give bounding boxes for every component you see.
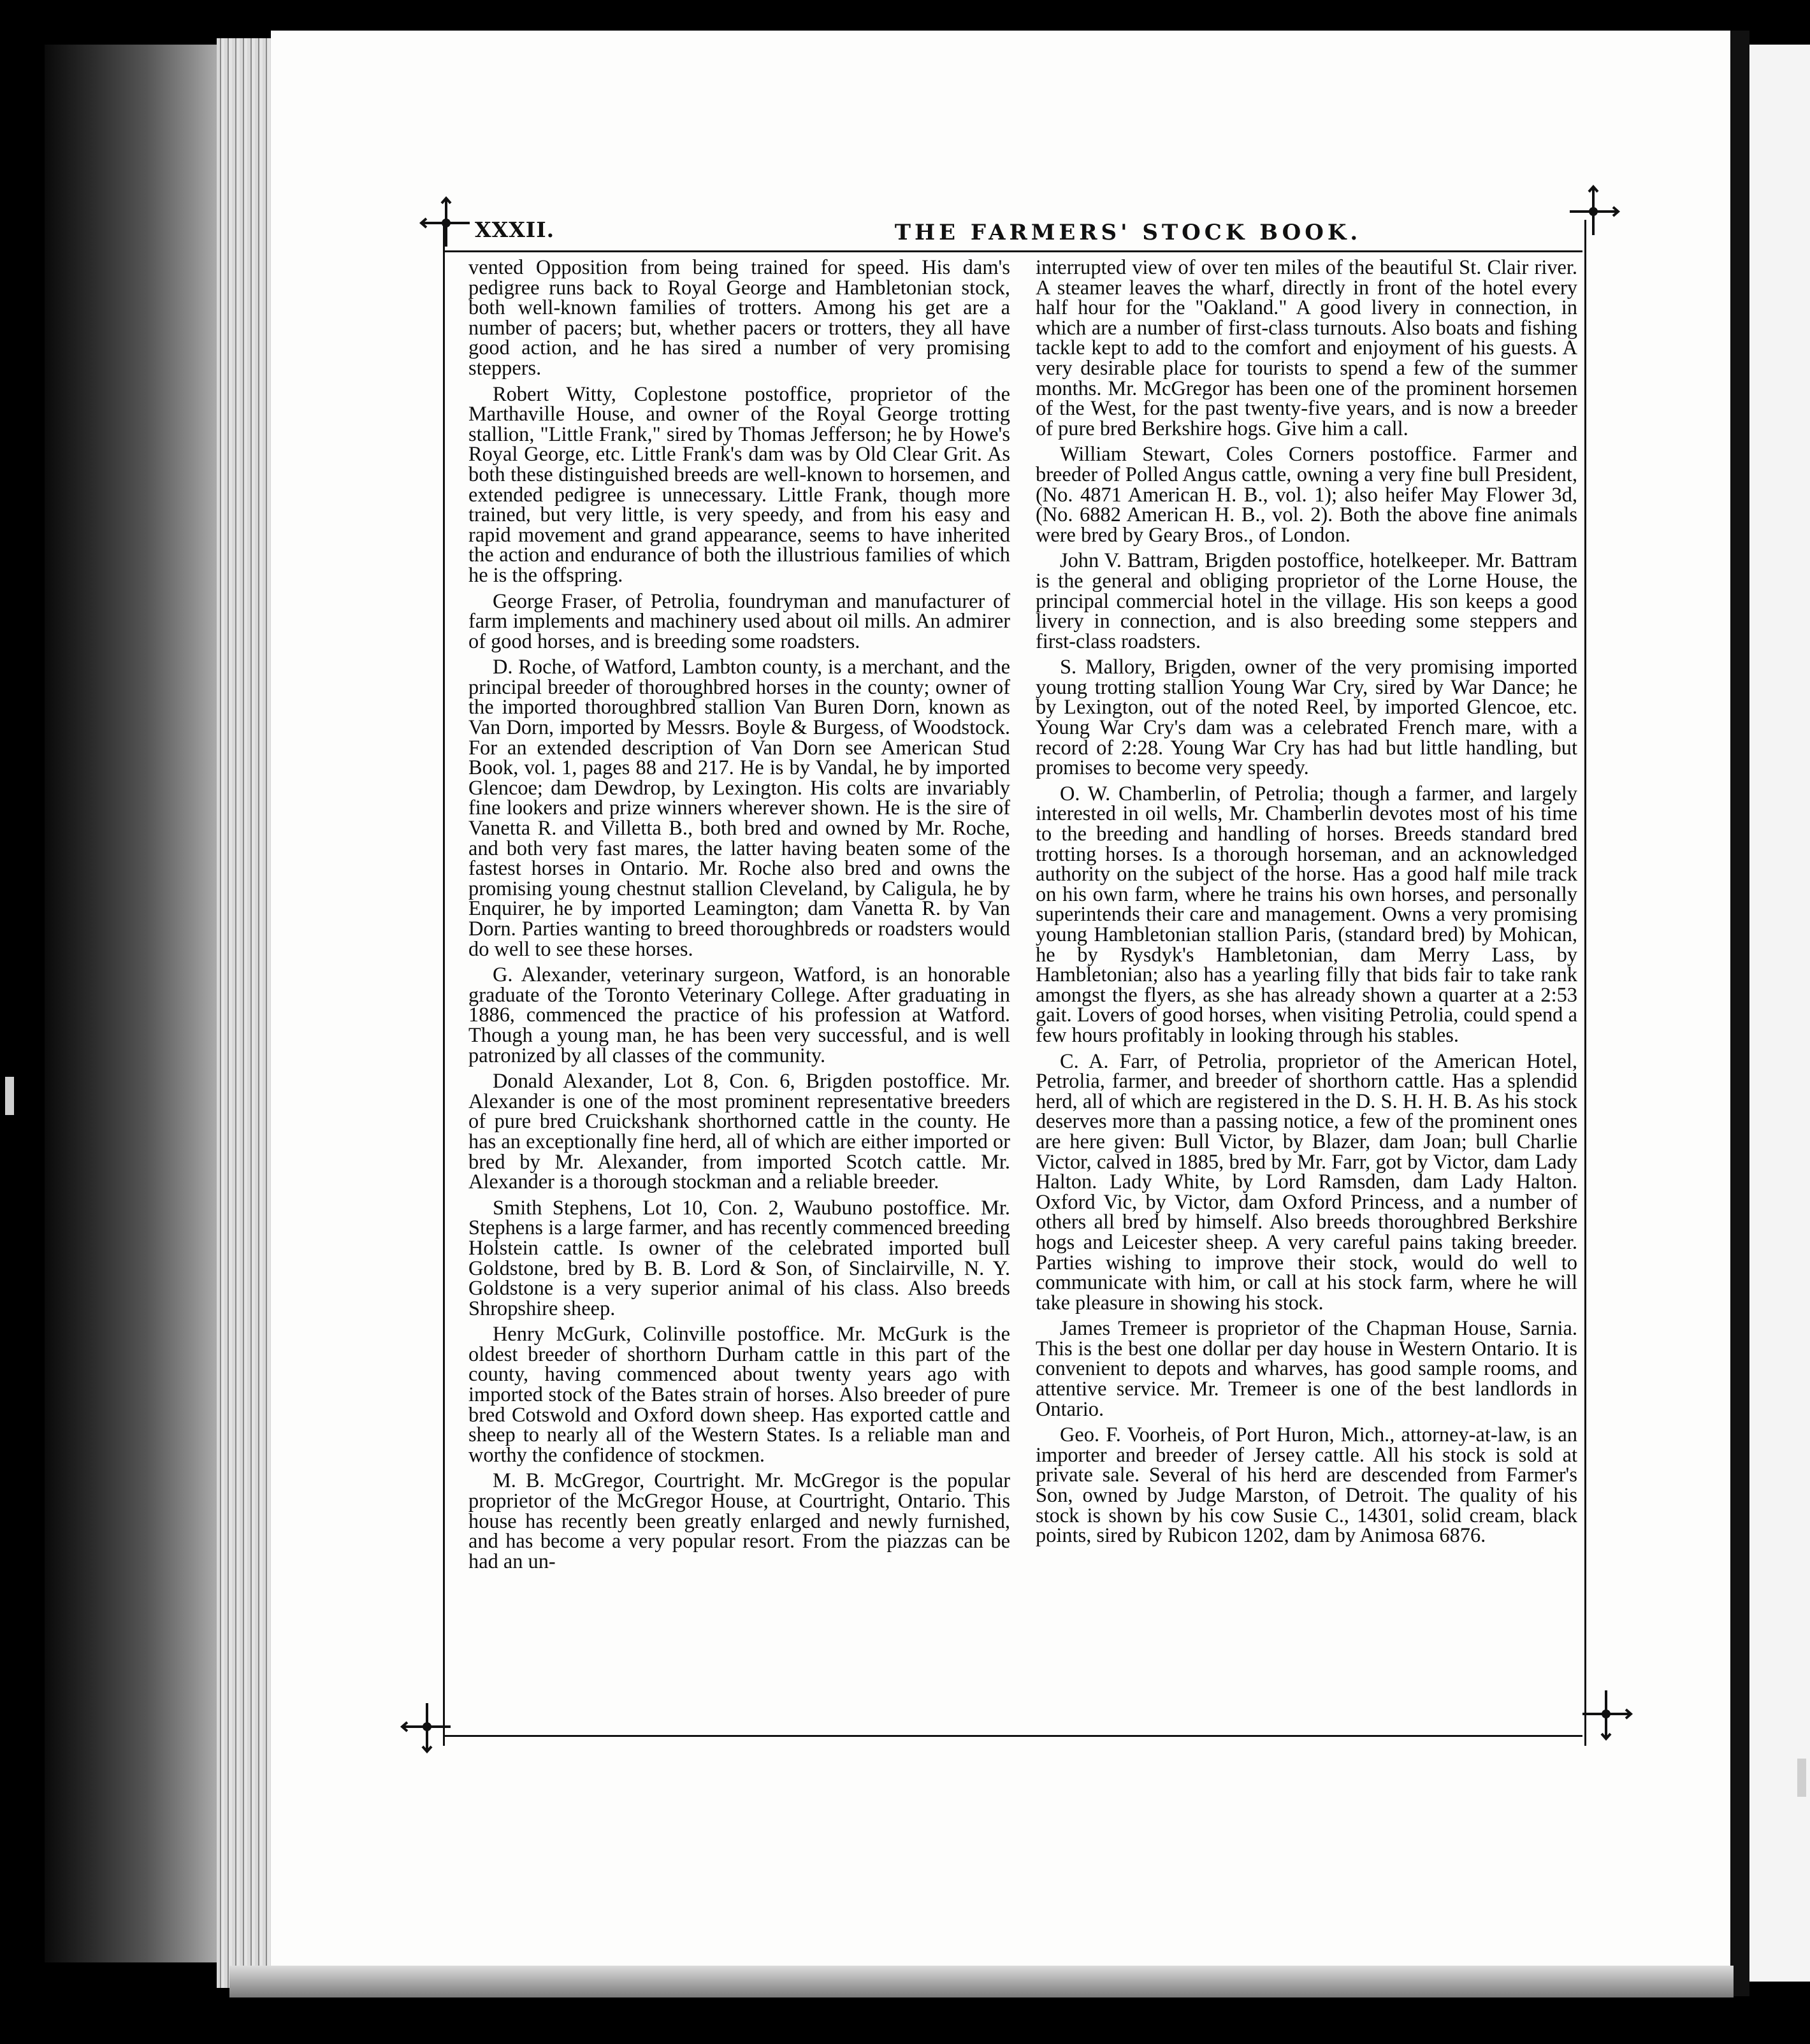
fleuron-corner-icon [1565, 183, 1622, 240]
paragraph: vented Opposition from being trained for speed. His dam's pedigree runs back to Royal George and Hambletonian stock, both well-known families of trotters. Among his get are a number of pacers; but, whether pacers or trotters, they all have good action, and he has sired a number of very promising steppers. [468, 258, 1010, 380]
paragraph: Donald Alexander, Lot 8, Con. 6, Brigden postoffice. Mr. Alexander is one of the most prominent representative breeders of pure bred Cruickshank shorthorned cattle in the county. He has an exceptionally fine herd, all of which are either imported or bred by Mr. Alexander, from imported Scotch cattle. Mr. Alexander is a thorough stockman and a reliable breeder. [468, 1070, 1010, 1194]
paragraph: John V. Battram, Brigden postoffice, hotelkeeper. Mr. Battram is the general and obliging proprietor of the Lorne House, the principal commercial hotel in the village. His son keeps a good livery in connection, and is also breeding some steppers and first-class roadsters. [1036, 549, 1577, 653]
book-spine-edge [45, 45, 229, 1962]
paragraph: G. Alexander, veterinary surgeon, Watford, is an honorable graduate of the Toronto Veterinary College. After graduating in 1886, commenced the practice of his profession at Watford. Though a young man, he has been very successful, and is well patronized by all classes of the community. [468, 963, 1010, 1067]
fleuron-corner-icon [1577, 1685, 1635, 1743]
paragraph: S. Mallory, Brigden, owner of the very promising imported young trotting stallion Young War Cry, sired by War Dance; he by Lexington, out of the noted Reel, by imported Glencoe, etc. Young War Cry's dam was a celebrated French mare, with a record of 2:28. Young War Cry has had but little handling, but promises to become very speedy. [1036, 656, 1577, 780]
facing-page-edge [1749, 45, 1810, 1982]
edge-mark [1797, 1759, 1806, 1797]
edge-mark [5, 1077, 14, 1115]
paragraph: Henry McGurk, Colinville postoffice. Mr. McGurk is the oldest breeder of shorthorn Durham cattle in this part of the county, having commenced about twenty years ago with imported stock of the Bates strain of horses. Also breeder of pure bred Cotswold and Oxford down sheep. Has exported cattle and sheep to nearly all of the Western States. Is a reliable man and worthy the confidence of stockmen. [468, 1323, 1010, 1467]
two-column-body [468, 258, 1577, 1727]
paragraph: James Tremeer is proprietor of the Chapman House, Sarnia. This is the best one dollar per day house in Western Ontario. It is convenient to depots and wharves, has good sample rooms, and attentive service. Mr. Tremeer is one of the best landlords in Ontario. [1036, 1317, 1577, 1421]
paragraph: George Fraser, of Petrolia, foundryman and manufacturer of farm implements and machinery used about oil mills. An admirer of good horses, and is breeding some roadsters. [468, 589, 1010, 653]
page-number: XXXII. [475, 217, 555, 242]
running-title: THE FARMERS' STOCK BOOK. [894, 220, 1362, 245]
paragraph: M. B. McGregor, Courtright. Mr. McGregor is the popular proprietor of the McGregor House, at Courtright, Ontario. This house has recently been greatly enlarged and newly furnished, and has become a very popular resort. From the piazzas can be had an un- [468, 1469, 1010, 1573]
fleuron-corner-icon [417, 194, 475, 252]
gutter-shadow [1730, 31, 1749, 1996]
frame-rule-bottom [443, 1735, 1582, 1737]
paragraph: Geo. F. Voorheis, of Port Huron, Mich., attorney-at-law, is an importer and breeder of Jersey cattle. All his stock is sold at private sale. Several of his herd are descended from Farmer's Son, owned by Judge Marston, of Detroit. The quality of his stock is shown by his cow Susie C., 14301, solid cream, black points, sired by Rubicon 1202, dam by Animosa 6876. [1036, 1423, 1577, 1548]
left-column [468, 258, 1010, 1727]
fleuron-corner-icon [398, 1698, 456, 1755]
paragraph: O. W. Chamberlin, of Petrolia; though a farmer, and largely interested in oil wells, Mr. Chamberlin devotes most of his time to the breeding and handling of horses. Breeds standard bred trotting horses. Is a thorough horseman, and an acknowledged authority on the subject of the horse. Has a good half mile track on his own farm, where he trains his own horses, and personally superintends their care and management. Owns a very promising young Hambletonian stallion Paris, (standard bred) by Mohican, he by Rysdyk's Hambletonian, dam Merry Lass, by Hambletonian; also has a yearling filly that bids fair to take rank amongst the flyers, as she has already shown a quarter at a 2:53 gait. Lovers of good horses, when visiting Petrolia, could spend a few hours profitably in looking through his stables. [1036, 782, 1577, 1047]
text-frame [417, 194, 1596, 1774]
paragraph: D. Roche, of Watford, Lambton county, is a merchant, and the principal breeder of thoroughbred horses in the county; owner of the imported thoroughbred stallion Van Buren Dorn, known as Van Dorn, imported by Messrs. Boyle & Burgess, of Woodstock. For an extended description of Van Dorn see American Stud Book, vol. 1, pages 88 and 217. He is by Vandal, he by imported Glencoe; dam Dewdrop, by Lexington. His colts are invariably fine lookers and prize winners wherever shown. He is the sire of Vanetta R. and Villetta B., both bred and owned by Mr. Roche, and both very fast mares, the latter having beaten some of the fastest horses in Ontario. Mr. Roche also bred and owns the promising young chestnut stallion Cleveland, by Caligula, he by Enquirer, he by imported Leamington; dam Vanetta R. by Van Dorn. Parties wanting to breed thoroughbreds or roadsters would do well to see these horses. [468, 656, 1010, 961]
right-column [1036, 258, 1577, 1727]
paragraph: Robert Witty, Coplestone postoffice, proprietor of the Marthaville House, and owner of the Royal George trotting stallion, "Little Frank," sired by Thomas Jefferson; he by Howe's Royal George, etc. Little Frank's dam was by Old Clear Grit. As both these distinguished breeds are well-known to horsemen, and extended pedigree is unnecessary. Little Frank, though more trained, but very little, is very speedy, and from his easy and rapid movement and grand appearance, seems to have inherited the action and endurance of both the illustrious families of which he is the offspring. [468, 382, 1010, 587]
page-header [475, 212, 1558, 244]
paragraph: William Stewart, Coles Corners postoffice. Farmer and breeder of Polled Angus cattle, owning a very fine bull President, (No. 4871 American H. B., vol. 1); also heifer May Flower 3d, (No. 6882 American H. B., vol. 2). Both the above fine animals were bred by Geary Bros., of London. [1036, 443, 1577, 547]
paragraph: Smith Stephens, Lot 10, Con. 2, Waubuno postoffice. Mr. Stephens is a large farmer, and has recently commenced breeding Holstein cattle. Is owner of the celebrated imported bull Goldstone, bred by B. B. Lord & Son, of Sinclairville, N. Y. Goldstone is a very superior animal of his class. Also breeds Shropshire sheep. [468, 1196, 1010, 1320]
paragraph: C. A. Farr, of Petrolia, proprietor of the American Hotel, Petrolia, farmer, and breeder of shorthorn cattle. Has a splendid herd, all of which are registered in the D. S. H. H. B. As his stock deserves more than a passing notice, a few of the prominent ones are here given: Bull Victor, by Blazer, dam Joan; bull Charlie Victor, calved in 1885, bred by Mr. Farr, got by Victor, dam Lady Halton. Lady White, by Lord Ramsden, dam Lady Halton. Oxford Vic, by Victor, dam Oxford Princess, and a number of others all bred by himself. Also breeds thoroughbred Berkshire hogs and Leicester sheep. A very careful pains taking breeder. Parties wishing to improve their stock, would do well to communicate with him, or call at his stock farm, where he will take pleasure in showing his stock. [1036, 1049, 1577, 1314]
frame-rule-right [1584, 220, 1586, 1746]
frame-rule-left [443, 220, 445, 1746]
page-bottom-edge [229, 1966, 1734, 1997]
frame-rule-top [443, 250, 1582, 252]
paragraph: interrupted view of over ten miles of the beautiful St. Clair river. A steamer leaves the wharf, directly in front of the hotel every half hour for the "Oakland." A good livery in connection, in which are a number of first-class turnouts. Also boats and fishing tackle kept to add to the comfort and enjoyment of his guests. A very desirable place for tourists to spend a few of the summer months. Mr. McGregor has been one of the prominent horsemen of the West, for the past twenty-five years, and is now a breeder of pure bred Berkshire hogs. Give him a call. [1036, 258, 1577, 440]
